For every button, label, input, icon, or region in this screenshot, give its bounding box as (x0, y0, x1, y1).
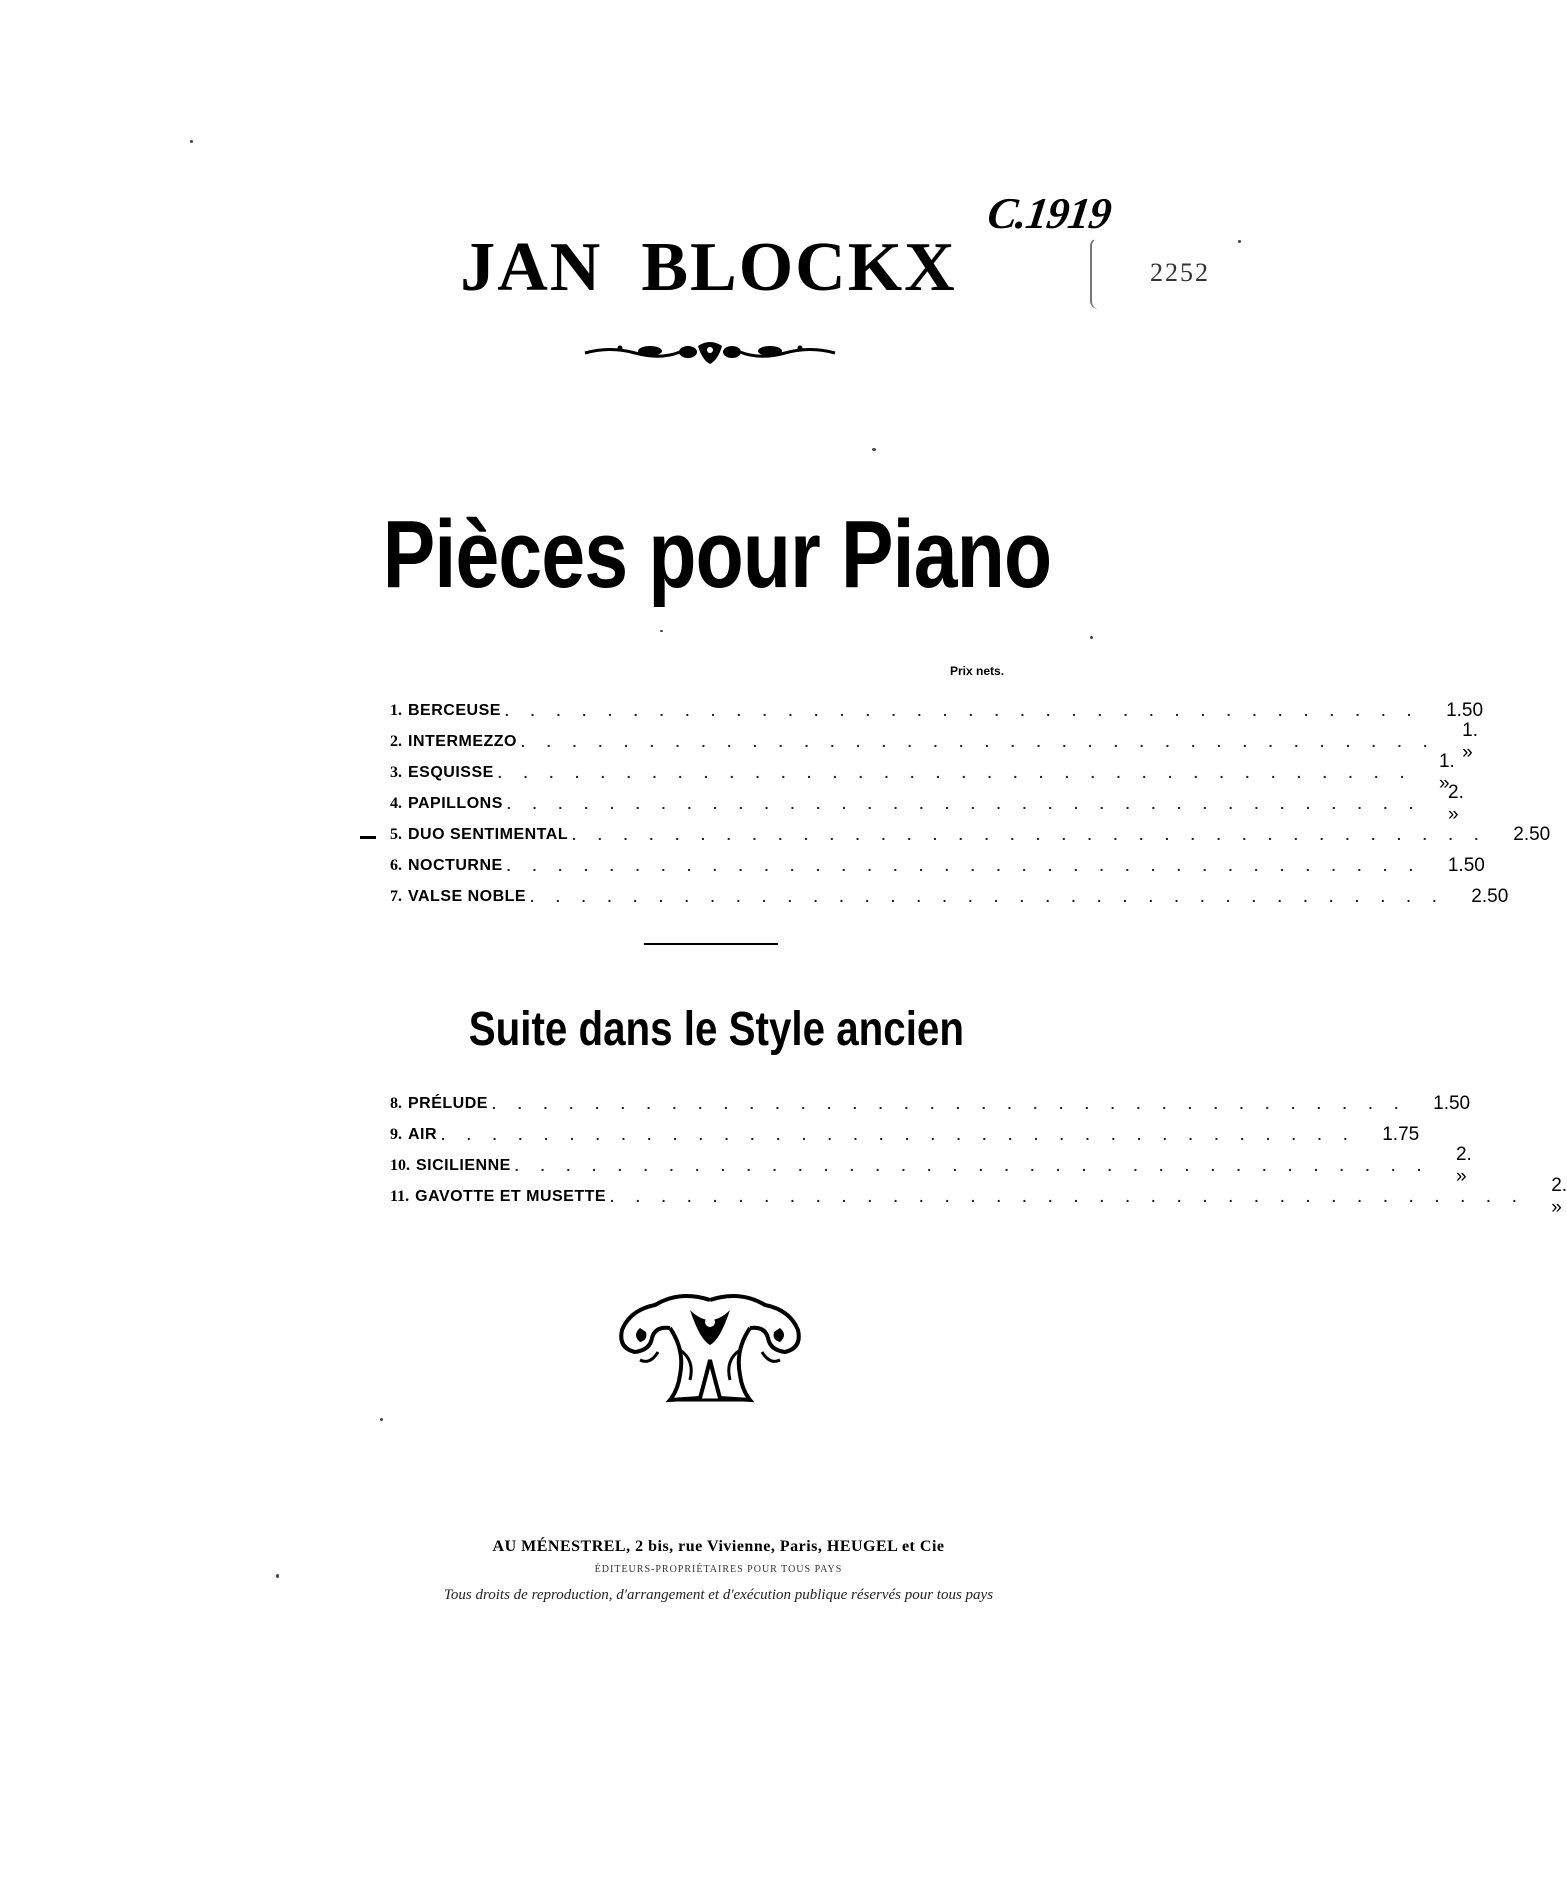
piece-title: AIR (408, 1125, 438, 1143)
piece-number: 6. (390, 856, 402, 874)
dot-leader: . . . . . . . . . . . . . . . . . . . . . . . . . . . . . . . . . . . . (491, 1095, 1408, 1112)
piece-number: 7. (390, 887, 402, 905)
piece-price: 2. » (1551, 1174, 1567, 1218)
piece-number: 9. (390, 1125, 402, 1143)
piece-list (390, 695, 1551, 912)
piece-price: 2.50 (1471, 885, 1509, 907)
scan-speck (872, 448, 876, 451)
piece-price: 1. » (1462, 719, 1479, 763)
dot-leader: . . . . . . . . . . . . . . . . . . . . . . . . . . . . . . . . . . . . (506, 795, 1423, 812)
margin-mark (360, 836, 376, 839)
piece-price: 2. » (1455, 1143, 1472, 1187)
piece-price: 1.50 (1446, 699, 1484, 721)
piece-number: 8. (390, 1094, 402, 1112)
piece-title: DUO SENTIMENTAL (408, 825, 569, 843)
piece-price: 2.50 (1513, 823, 1551, 845)
piece-number: 10. (390, 1156, 410, 1174)
dot-leader: . . . . . . . . . . . . . . . . . . . . . . . . . . . . . . . . . . . . (514, 1157, 1430, 1174)
dot-leader: . . . . . . . . . . . . . . . . . . . . . . . . . . . . . . . . . . . . (530, 888, 1446, 905)
price-header: Prix nets. (950, 664, 1005, 678)
piece-number: 1. (390, 701, 402, 719)
scan-speck (380, 1418, 383, 1421)
rights-notice: Tous droits de reproduction, d'arrangement et d'exécution publique réservés pour tous pays (443, 1587, 994, 1603)
scan-speck (276, 1574, 279, 1578)
dot-leader: . . . . . . . . . . . . . . . . . . . . . . . . . . . . . . . . . . . . (441, 1126, 1357, 1143)
list-item (390, 1088, 1471, 1119)
piece-number: 4. (390, 794, 402, 812)
scan-speck (1090, 636, 1093, 639)
scan-speck (660, 630, 663, 632)
piece-title: PAPILLONS (408, 794, 503, 812)
piece-price: 1. » (1438, 750, 1455, 794)
dot-leader: . . . . . . . . . . . . . . . . . . . . . . . . . . . . . . . . . . . . (610, 1188, 1526, 1205)
suite-list (390, 1088, 1567, 1218)
piece-price: 1.75 (1382, 1123, 1420, 1145)
piece-title: NOCTURNE (408, 856, 503, 874)
piece-title: PRÉLUDE (408, 1094, 488, 1112)
scan-speck (190, 140, 193, 143)
list-item (390, 750, 1455, 794)
catalog-stamp: C.1919 (984, 189, 1114, 238)
piece-title: ESQUISSE (408, 763, 494, 781)
piece-number: 11. (390, 1187, 410, 1205)
scan-speck (1238, 240, 1241, 243)
stamp-bracket (1090, 238, 1104, 309)
piece-price: 2. » (1448, 781, 1464, 825)
publisher-imprint: AU MÉNESTREL, 2 bis, rue Vivienne, Paris, HEUGEL et Cie (492, 1538, 945, 1555)
list-item (390, 781, 1464, 825)
section-divider (644, 943, 778, 945)
composer-first-name: JAN (460, 229, 603, 306)
top-ornament-icon (580, 338, 840, 368)
list-item (390, 850, 1485, 881)
composer-name (0, 228, 1437, 308)
dot-leader: . . . . . . . . . . . . . . . . . . . . . . . . . . . . . . . . . . . . (506, 857, 1422, 874)
dot-leader: . . . . . . . . . . . . . . . . . . . . . . . . . . . . . . . . . . . . (572, 826, 1488, 843)
dot-leader: . . . . . . . . . . . . . . . . . . . . . . . . . . . . . . . . . . . . (521, 733, 1437, 750)
piece-title: INTERMEZZO (408, 732, 517, 750)
list-item (390, 1143, 1472, 1187)
stamp-note: 2252 (1150, 258, 1210, 287)
piece-price: 1.50 (1433, 1092, 1471, 1114)
piece-price: 1.50 (1447, 854, 1485, 876)
list-item (390, 819, 1551, 850)
dot-leader: . . . . . . . . . . . . . . . . . . . . . . . . . . . . . . . . . . . . (497, 764, 1413, 781)
page-title: Pièces pour Piano (382, 501, 1052, 608)
piece-number: 3. (390, 763, 402, 781)
piece-title: VALSE NOBLE (408, 887, 527, 905)
list-item (390, 881, 1509, 912)
list-item (390, 695, 1484, 726)
dot-leader: . . . . . . . . . . . . . . . . . . . . . . . . . . . . . . . . . . . . (504, 702, 1421, 719)
composer-last-name: BLOCKX (641, 229, 957, 306)
piece-title: BERCEUSE (408, 701, 501, 719)
piece-title: SICILIENNE (416, 1156, 511, 1174)
list-item (390, 1119, 1420, 1150)
list-item (390, 719, 1479, 763)
piece-number: 5. (390, 825, 402, 843)
piece-number: 2. (390, 732, 402, 750)
bottom-ornament-icon (610, 1290, 810, 1410)
piece-title: GAVOTTE ET MUSETTE (415, 1187, 607, 1205)
publisher-subline: ÉDITEURS-PROPRIÉTAIRES POUR TOUS PAYS (594, 1564, 843, 1575)
list-item (390, 1174, 1567, 1218)
suite-title: Suite dans le Style ancien (468, 1003, 964, 1056)
